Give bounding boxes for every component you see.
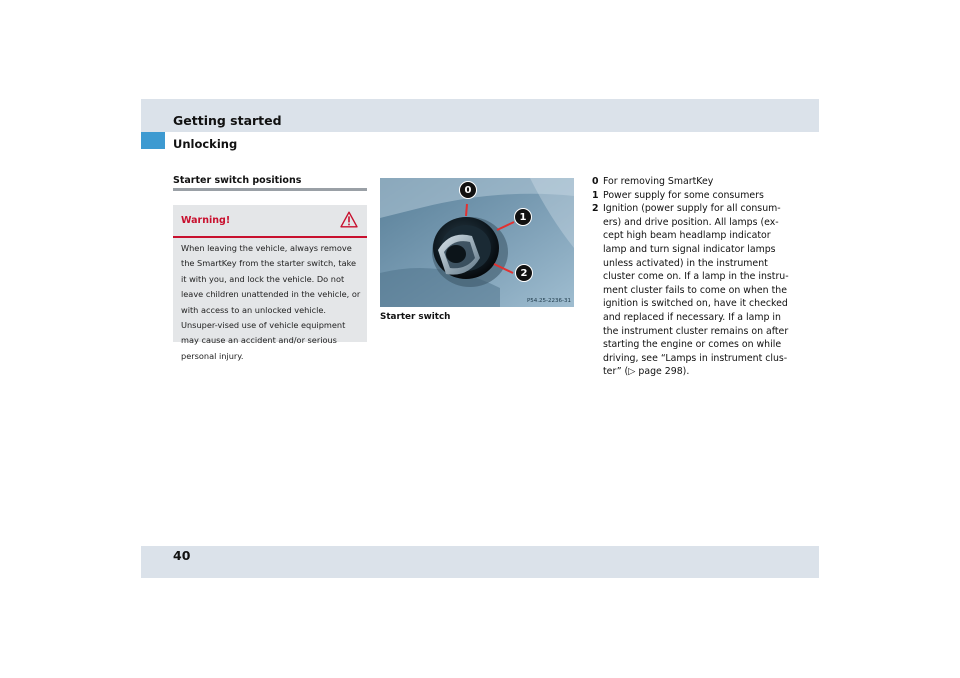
subsection-title: Unlocking xyxy=(173,137,238,151)
section-accent-tab xyxy=(141,132,165,149)
section-title: Getting started xyxy=(173,113,282,128)
position-description: Ignition (power supply for all consum- ers) and drive position. All lamps (ex- cept high beam headlamp indicator lamp and turn signal indicator lamps unless activated) in the instrument cluster come on. If a lamp in the instru- ment cluster fails to come on when the ignition is switched on, have it checked and replaced if necessary. If a lamp in the instrument cluster remains on after starting the engine or comes on while driving, see “Lamps in instrument clus- ter” (▷ page 298). xyxy=(603,203,789,378)
warning-triangle-icon xyxy=(340,211,358,228)
warning-rule xyxy=(173,236,367,238)
warning-title: Warning! xyxy=(181,215,231,226)
figure-caption: Starter switch xyxy=(380,312,451,322)
footer-band xyxy=(141,546,819,578)
callout-2: 2 xyxy=(515,264,533,282)
callout-1: 1 xyxy=(514,208,532,226)
callout-0: 0 xyxy=(459,181,477,199)
switch-position-list xyxy=(592,175,792,379)
warning-box xyxy=(173,205,367,361)
figure-code: P54.25-2236-31 xyxy=(526,298,571,304)
position-item-2 xyxy=(592,202,792,379)
position-item-1 xyxy=(592,189,792,203)
position-description: For removing SmartKey xyxy=(603,176,714,187)
starter-switch-photo xyxy=(380,178,574,307)
position-number: 0 xyxy=(592,176,599,187)
topic-rule xyxy=(173,188,367,191)
position-description: Power supply for some consumers xyxy=(603,189,764,201)
warning-text: When leaving the vehicle, always remove the SmartKey from the starter switch, take it with you, and lock the vehicle. Do not leave children unattended in the vehicle, or with access to an unlocked vehicle. Unsuper-vised use of vehicle equipment may cause an accident and/or serious personal injury. xyxy=(181,243,361,361)
topic-heading: Starter switch positions xyxy=(173,175,302,186)
position-item-0 xyxy=(592,175,792,189)
page-number: 40 xyxy=(173,548,191,563)
position-number: 2 xyxy=(592,203,599,215)
position-number: 1 xyxy=(592,189,599,201)
